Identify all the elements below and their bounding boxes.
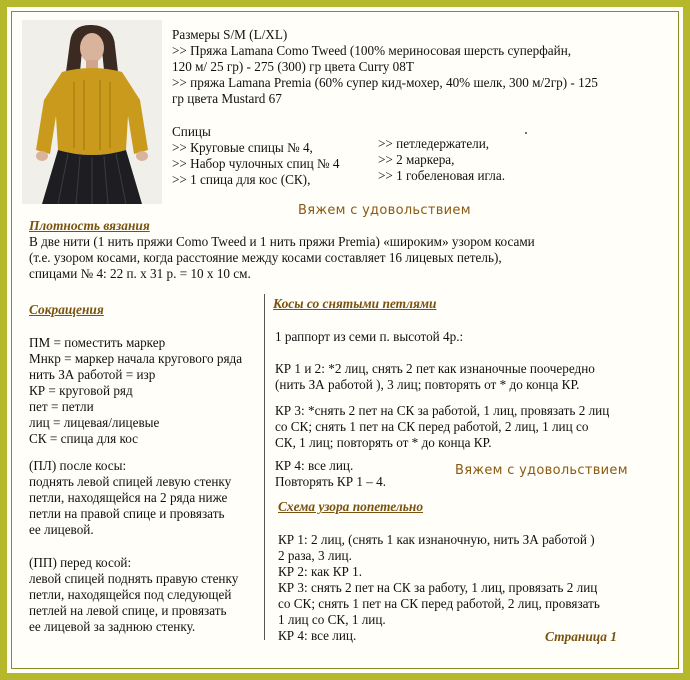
pp-line: ее лицевой за заднюю стенку. (29, 619, 196, 634)
pl-line: петли, находящейся на 2 ряда ниже (29, 490, 228, 505)
cables-kr3-line: со СК; снять 1 пет на СК перед работой, 2 лиц, 1 лиц со (275, 419, 589, 434)
tagline-bottom: Вяжем с удовольствием (455, 463, 628, 478)
pp-line: левой спицей поднять правую стенку (29, 571, 239, 586)
cables-kr12-line: КР 1 и 2: *2 лиц, снять 2 пет как изнаночные поочередно (275, 361, 595, 376)
scheme-line: КР 2: как КР 1. (278, 564, 363, 579)
abbreviation-item: нить ЗА работой = изр (29, 367, 156, 382)
abbreviation-item: Мнкр = маркер начала кругового ряда (29, 351, 243, 366)
abbreviation-item: пет = петли (29, 399, 94, 414)
density-line: (т.е. узором косами, когда расстояние между косами составляет 16 лицевых петель), (29, 250, 502, 265)
page-number: Страница 1 (545, 629, 617, 644)
model-illustration (22, 20, 162, 204)
tools-right-item: >> 2 маркера, (378, 152, 455, 167)
pl-line: (ПЛ) после косы: (29, 458, 127, 473)
header-line-yarn2-cont: гр цвета Mustard 67 (172, 91, 282, 106)
scheme-line: 2 раза, 3 лиц. (278, 548, 352, 563)
scheme-line: КР 3: снять 2 пет на СК за работу, 1 лиц, провязать 2 лиц (278, 580, 598, 595)
density-line: В две нити (1 нить пряжи Como Tweed и 1 нить пряжи Premia) «широким» узором косами (29, 234, 535, 249)
cables-kr4-line: КР 4: все лиц. (275, 458, 354, 473)
scheme-line: со СК; снять 1 пет на СК перед работой, 2 лиц, провязать (278, 596, 600, 611)
pl-line: ее лицевой. (29, 522, 94, 537)
pl-line: петли на правой спице и провязать (29, 506, 225, 521)
tagline-top: Вяжем с удовольствием (298, 203, 471, 218)
abbreviation-item: СК = спица для кос (29, 431, 138, 446)
tools-right-item: >> петледержатели, (378, 136, 490, 151)
tools-title: Спицы (172, 124, 211, 139)
decorative-dot (525, 132, 527, 134)
abbreviations-heading: Сокращения (29, 302, 104, 317)
tools-left-item: >> Набор чулочных спиц № 4 (172, 156, 340, 171)
pp-line: петли, находящейся под следующей (29, 587, 232, 602)
pp-line: (ПП) перед косой: (29, 555, 132, 570)
header-line-yarn2: >> пряжа Lamana Premia (60% супер кид-мохер, 40% шелк, 300 м/2гр) - 125 (172, 75, 598, 90)
header-line-yarn1: >> Пряжа Lamana Como Tweed (100% мериносовая шерсть суперфайн, (172, 43, 572, 58)
cables-kr3-line: КР 3: *снять 2 пет на СК за работой, 1 лиц, провязать 2 лиц (275, 403, 610, 418)
tools-left-item: >> 1 спица для кос (СК), (172, 172, 311, 187)
cables-heading: Косы со снятыми петлями (273, 296, 437, 311)
tools-right-item: >> 1 гобеленовая игла. (378, 168, 506, 183)
abbreviation-item: ПМ = поместить маркер (29, 335, 166, 350)
cables-kr4-line: Повторять КР 1 – 4. (275, 474, 387, 489)
abbreviation-item: лиц = лицевая/лицевые (29, 415, 160, 430)
header-line-sizes: Размеры S/M (L/XL) (172, 27, 288, 42)
scheme-line: 1 лиц со СК, 1 лиц. (278, 612, 386, 627)
pl-line: поднять левой спицей левую стенку (29, 474, 232, 489)
cables-kr3-line: СК, 1 лиц; повторять от * до конца КР. (275, 435, 492, 450)
tools-left-item: >> Круговые спицы № 4, (172, 140, 313, 155)
density-heading: Плотность вязания (29, 218, 150, 233)
header-line-yarn1-cont: 120 м/ 25 гр) - 275 (300) гр цвета Curry 08T (172, 59, 414, 74)
abbreviation-item: КР = круговой ряд (29, 383, 133, 398)
density-line: спицами № 4: 22 п. х 31 р. = 10 х 10 см. (29, 266, 251, 281)
cables-intro: 1 раппорт из семи п. высотой 4р.: (275, 329, 464, 344)
scheme-heading: Схема узора попетельно (278, 499, 424, 514)
scheme-line: КР 1: 2 лиц, (снять 1 как изнаночную, нить ЗА работой ) (278, 532, 595, 547)
model-photo (22, 20, 162, 204)
pp-line: петлей на левой спице, и провязать (29, 603, 227, 618)
cables-kr12-line: (нить ЗА работой ), 3 лиц; повторять от * до конца КР. (275, 377, 580, 392)
column-divider (264, 294, 265, 640)
scheme-line: КР 4: все лиц. (278, 628, 357, 643)
